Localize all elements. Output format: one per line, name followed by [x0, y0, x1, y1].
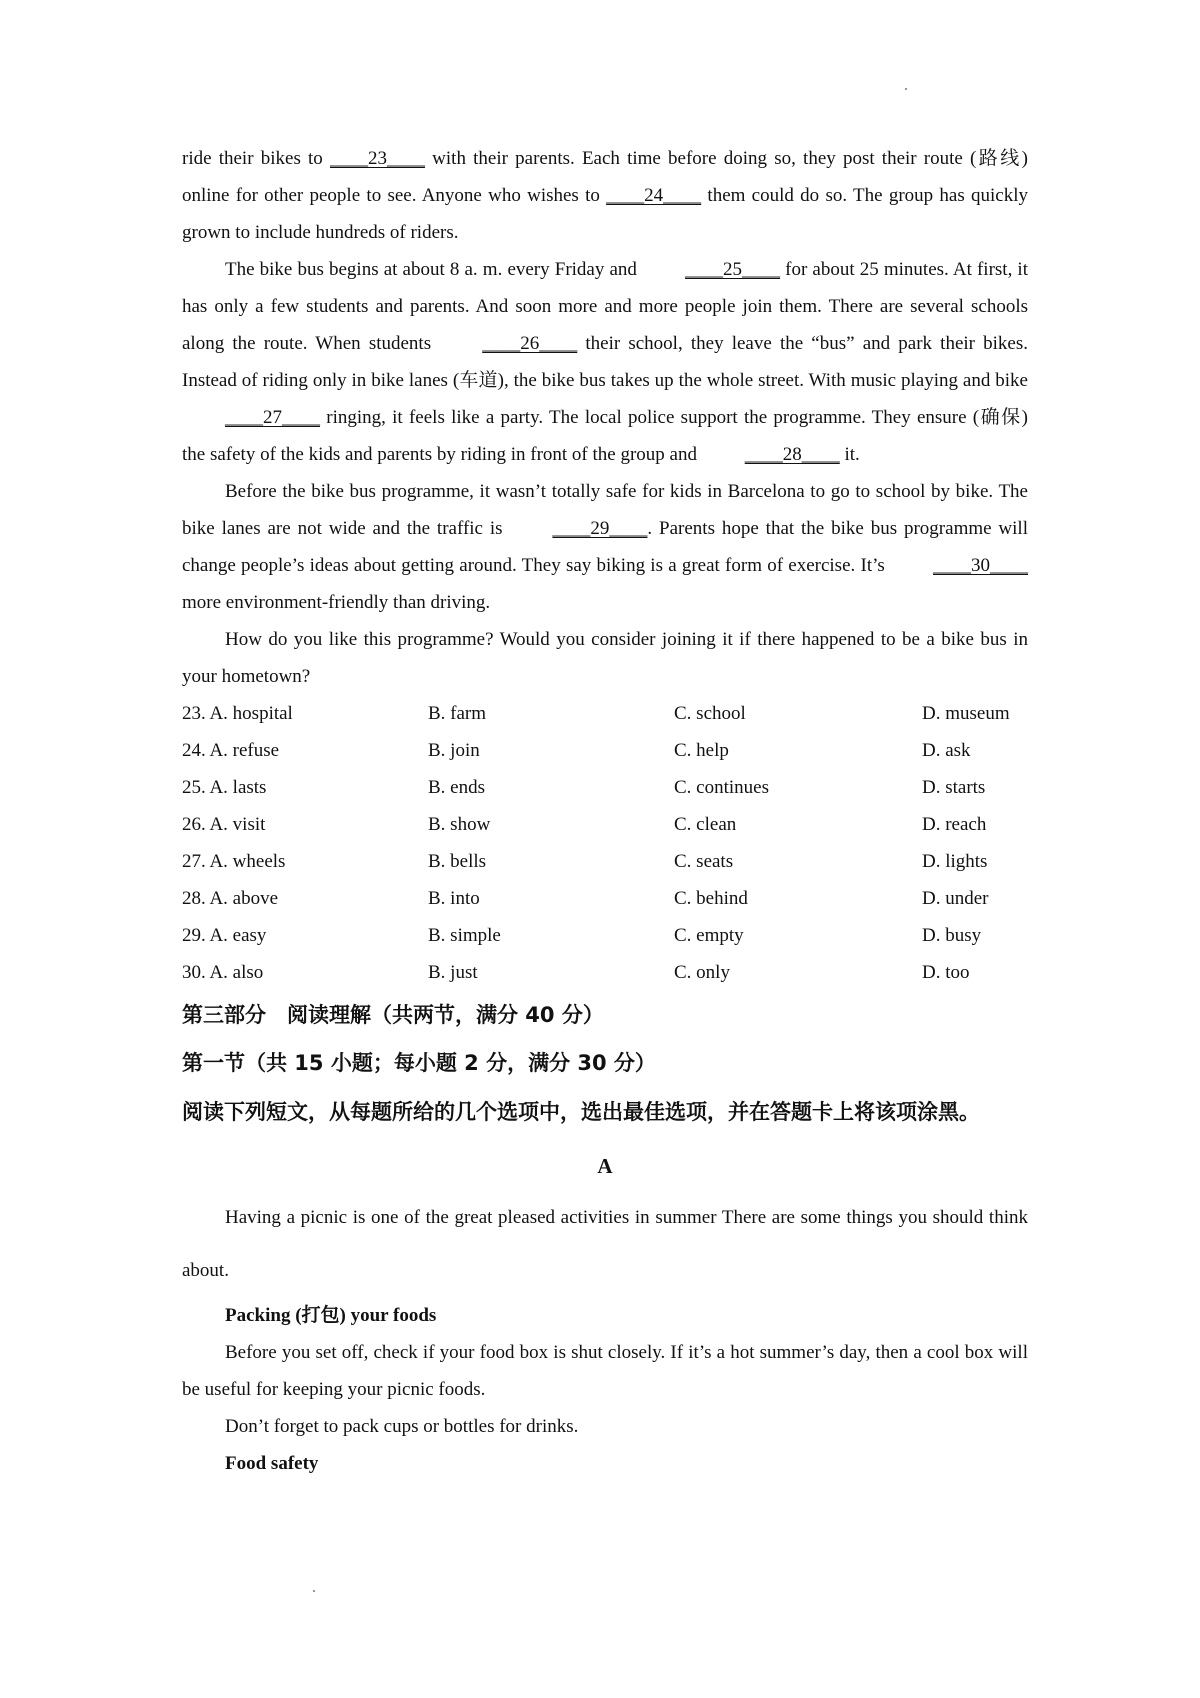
option-b: B. ends: [428, 777, 485, 798]
option-d: D. under: [922, 888, 989, 909]
exam-page: [182, 140, 1028, 1482]
option-b: B. join: [428, 740, 480, 761]
passage-a-heading-food-safety: Food safety: [225, 1453, 319, 1474]
option-row-24: [182, 732, 1028, 769]
blank-27: ____27____: [225, 407, 320, 428]
text: them could do so. The group has quickly grown to include hundreds of riders.: [182, 185, 1029, 243]
passage-letter: A: [597, 1154, 613, 1178]
option-row-30: [182, 954, 1028, 991]
text: The bike bus begins at about 8 a. m. every Friday and: [225, 259, 643, 280]
answer-options: [182, 695, 1028, 991]
option-c: C. seats: [674, 851, 734, 872]
part3-heading: 第三部分 阅读理解（共两节，满分 40 分）: [182, 1003, 604, 1027]
option-a: 26. A. visit: [182, 814, 266, 835]
option-row-26: [182, 806, 1028, 843]
text: for about 25 minutes. At first, it has only a few students and parents. And soon more and more people join them. There are several schools along the route. When students: [182, 259, 1028, 354]
cloze-paragraph-1: [182, 140, 1028, 251]
option-b: B. into: [428, 888, 480, 909]
option-a: 30. A. also: [182, 962, 264, 983]
option-c: C. help: [674, 740, 729, 761]
option-b: B. bells: [428, 851, 487, 872]
option-d: D. ask: [922, 740, 971, 761]
option-a: 25. A. lasts: [182, 777, 267, 798]
text: with their parents. Each time before doing so, they post their route (路线) online for other people to see. Anyone who wishes to: [182, 148, 1028, 206]
option-a: 28. A. above: [182, 888, 279, 909]
blank-29: ____29____: [552, 518, 648, 539]
option-c: C. school: [674, 703, 746, 724]
passage-a-paragraph-1: Before you set off, check if your food box is shut closely. If it’s a hot summer’s day, then a cool box will be useful for keeping your picnic foods.: [182, 1342, 1028, 1400]
scan-speck: [313, 1590, 315, 1592]
option-c: C. behind: [674, 888, 748, 909]
option-c: C. continues: [674, 777, 769, 798]
option-d: D. lights: [922, 851, 988, 872]
cloze-paragraph-4: How do you like this programme? Would you consider joining it if there happened to be a bike bus in your hometown?: [182, 629, 1028, 687]
option-b: B. show: [428, 814, 491, 835]
option-a: 29. A. easy: [182, 925, 267, 946]
instruction-text: 阅读下列短文，从每题所给的几个选项中，选出最佳选项，并在答题卡上将该项涂黑。: [182, 1100, 980, 1124]
section1-heading: 第一节（共 15 小题；每小题 2 分，满分 30 分）: [182, 1051, 656, 1075]
option-a: 27. A. wheels: [182, 851, 286, 872]
scan-speck: [905, 88, 907, 90]
option-a: 24. A. refuse: [182, 740, 280, 761]
blank-30: ____30____: [933, 555, 1028, 576]
option-row-25: [182, 769, 1028, 806]
blank-25: ____25____: [685, 259, 781, 280]
cloze-paragraph-3: [182, 473, 1028, 621]
text: more environment-friendly than driving.: [182, 592, 491, 613]
option-a: 23. A. hospital: [182, 703, 293, 724]
option-row-28: [182, 880, 1028, 917]
blank-24: ____24____: [606, 185, 702, 206]
text: . Parents hope that the bike bus programme will change people’s ideas about getting around. They say biking is a great form of exercise. It’s: [182, 518, 1028, 576]
option-d: D. starts: [922, 777, 986, 798]
option-d: D. reach: [922, 814, 987, 835]
option-row-27: [182, 843, 1028, 880]
text: ringing, it feels like a party. The local police support the programme. They ensure (确保) the safety of the kids and parents by riding in front of the group and: [182, 407, 1028, 465]
option-row-23: [182, 695, 1028, 732]
option-d: D. busy: [922, 925, 982, 946]
option-c: C. clean: [674, 814, 737, 835]
option-b: B. just: [428, 962, 478, 983]
passage-a-heading-packing: Packing (打包) your foods: [225, 1305, 437, 1326]
option-c: C. only: [674, 962, 730, 983]
option-b: B. farm: [428, 703, 487, 724]
option-b: B. simple: [428, 925, 501, 946]
option-row-29: [182, 917, 1028, 954]
text: it.: [839, 444, 860, 465]
text: their school, they leave the “bus” and park their bikes. Instead of riding only in bike lanes (车道), the bike bus takes up the whole street. With music playing and bike: [182, 333, 1029, 391]
cloze-paragraph-2: [182, 251, 1028, 473]
blank-26: ____26____: [482, 333, 578, 354]
blank-23: ____23____: [329, 148, 425, 169]
passage-a-paragraph-2: Don’t forget to pack cups or bottles for drinks.: [225, 1416, 579, 1437]
option-d: D. too: [922, 962, 970, 983]
option-d: D. museum: [922, 703, 1010, 724]
option-c: C. empty: [674, 925, 744, 946]
blank-28: ____28____: [744, 444, 840, 465]
passage-a-intro: Having a picnic is one of the great pleased activities in summer There are some things you should think about.: [182, 1207, 1028, 1281]
text: ride their bikes to: [182, 148, 330, 169]
text: Before the bike bus programme, it wasn’t totally safe for kids in Barcelona to go to school by bike. The bike lanes are not wide and the traffic is: [182, 481, 1028, 539]
